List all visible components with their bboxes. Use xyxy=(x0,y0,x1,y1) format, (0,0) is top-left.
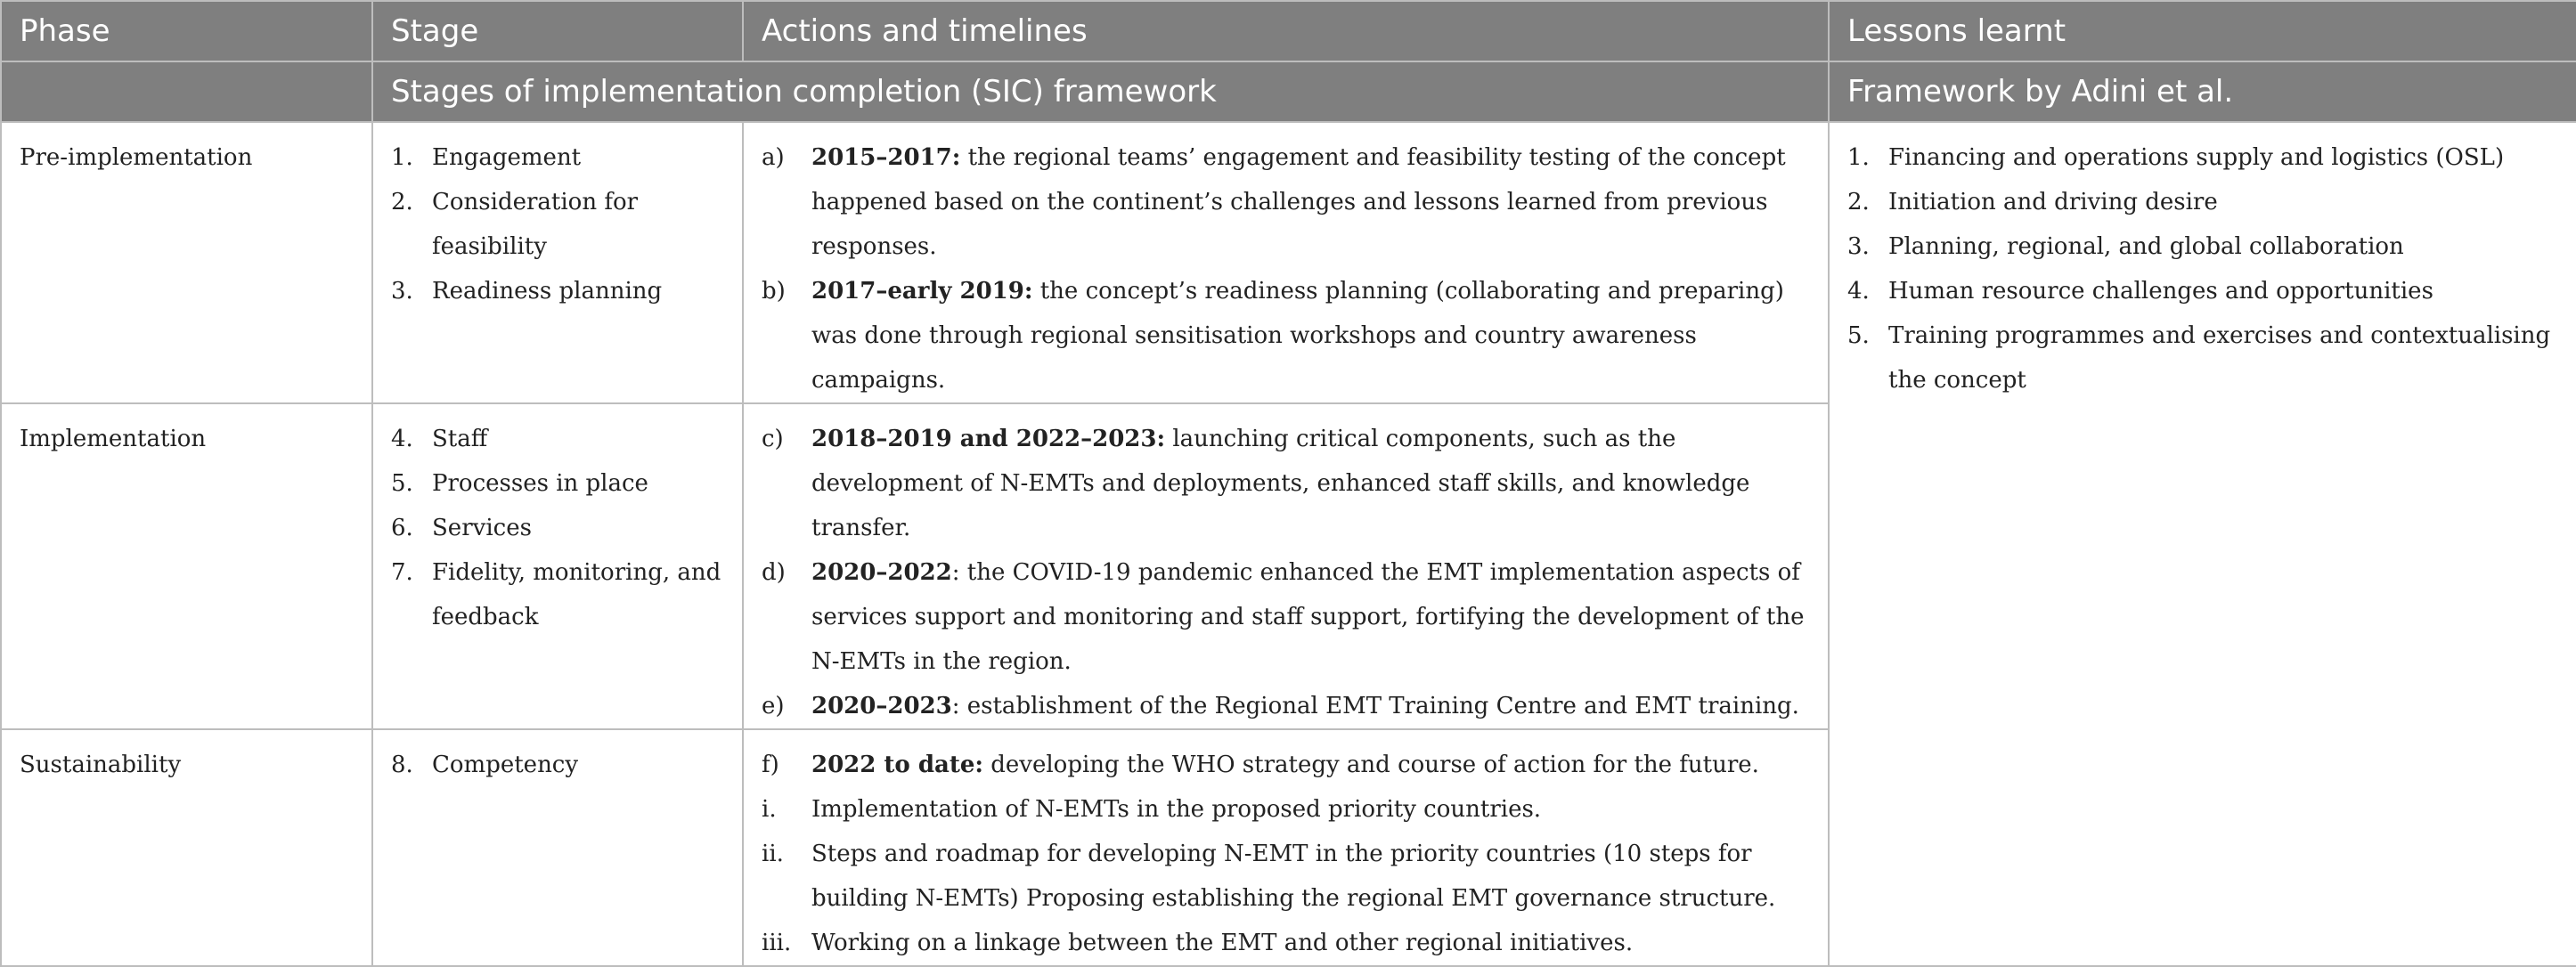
action-description: : the COVID-19 pandemic enhanced the EMT implementation aspects of services support and monitoring and staff support, fortifying the development of the N-EMTs in the region. xyxy=(811,559,1805,675)
list-marker: 1. xyxy=(391,144,413,171)
list-marker: 4. xyxy=(391,426,413,452)
stage-text: Processes in place xyxy=(432,470,648,497)
stage-cell xyxy=(372,729,743,966)
action-description: launching critical components, such as the development of N-EMTs and deployments, enhanced staff skills, and knowledge transfer. xyxy=(811,426,1750,541)
list-item xyxy=(391,135,724,180)
list-marker: 8. xyxy=(391,752,413,778)
lesson-text: Planning, regional, and global collaboration xyxy=(1888,233,2404,260)
timeline-label: 2020–2023 xyxy=(811,693,952,719)
lesson-text: Initiation and driving desire xyxy=(1888,189,2218,215)
list-item xyxy=(391,550,724,639)
list-marker: 2. xyxy=(391,189,413,215)
list-item xyxy=(391,180,724,269)
list-marker: 5. xyxy=(391,470,413,497)
action-description: developing the WHO strategy and course of action for the future. xyxy=(983,752,1759,778)
phase-cell: Implementation xyxy=(1,403,372,729)
timeline-label: 2015–2017: xyxy=(811,144,961,171)
action-description: the regional teams’ engagement and feasibility testing of the concept happened based on the continent’s challenges and lessons learned from previous responses. xyxy=(811,144,1786,260)
timeline-label: 2022 to date: xyxy=(811,752,983,778)
stage-text: Consideration for feasibility xyxy=(432,189,639,260)
timeline-label: 2020–2022 xyxy=(811,559,952,586)
list-marker: iii. xyxy=(762,930,792,956)
header-row-1 xyxy=(1,1,2576,61)
list-item xyxy=(762,787,1810,832)
phase-cell: Sustainability xyxy=(1,729,372,966)
list-item xyxy=(1847,313,2558,402)
lesson-text: Human resource challenges and opportunities xyxy=(1888,278,2433,305)
list-item xyxy=(1847,224,2558,269)
lessons-cell xyxy=(1829,122,2576,966)
list-item xyxy=(762,550,1810,684)
timeline-label: 2017–early 2019: xyxy=(811,278,1033,305)
list-marker: a) xyxy=(762,144,785,171)
list-item xyxy=(391,506,724,550)
list-item xyxy=(391,743,724,787)
actions-cell xyxy=(743,403,1829,729)
list-item xyxy=(391,417,724,461)
stage-text: Competency xyxy=(432,752,579,778)
header-adini-framework: Framework by Adini et al. xyxy=(1829,61,2576,122)
timeline-label: 2018–2019 and 2022–2023: xyxy=(811,426,1166,452)
list-item xyxy=(762,684,1810,728)
list-item xyxy=(762,743,1810,787)
list-marker: e) xyxy=(762,693,785,719)
action-text xyxy=(811,417,1810,550)
action-description: the concept’s readiness planning (collaborating and preparing) was done through regional sensitisation workshops and country awareness campaigns. xyxy=(811,278,1784,394)
list-marker: c) xyxy=(762,426,784,452)
header-blank xyxy=(1,61,372,122)
list-marker: i. xyxy=(762,796,777,823)
header-sic-framework: Stages of implementation completion (SIC) framework xyxy=(372,61,1829,122)
action-description: Steps and roadmap for developing N-EMT in the priority countries (10 steps for building N-EMTs) Proposing establishing the regional EMT governance structure. xyxy=(811,841,1776,912)
actions-cell xyxy=(743,729,1829,966)
list-item xyxy=(762,832,1810,921)
list-marker: f) xyxy=(762,752,779,778)
list-marker: 7. xyxy=(391,559,413,586)
action-text xyxy=(811,684,1810,728)
action-description: Implementation of N-EMTs in the proposed priority countries. xyxy=(811,796,1542,823)
list-marker: 3. xyxy=(1847,233,1870,260)
action-description: Working on a linkage between the EMT and other regional initiatives. xyxy=(811,930,1634,956)
list-marker: 2. xyxy=(1847,189,1870,215)
header-lessons: Lessons learnt xyxy=(1829,1,2576,61)
lesson-text: Training programmes and exercises and contextualising the concept xyxy=(1888,322,2551,394)
action-text xyxy=(811,269,1810,402)
stage-cell xyxy=(372,403,743,729)
list-marker: d) xyxy=(762,559,786,586)
action-description: : establishment of the Regional EMT Training Centre and EMT training. xyxy=(951,693,1799,719)
action-text xyxy=(811,743,1810,787)
actions-cell xyxy=(743,122,1829,403)
stage-text: Readiness planning xyxy=(432,278,663,305)
list-item xyxy=(391,269,724,313)
stage-text: Services xyxy=(432,515,532,541)
list-marker: 1. xyxy=(1847,144,1870,171)
stage-text: Engagement xyxy=(432,144,582,171)
action-text xyxy=(811,550,1810,684)
list-item xyxy=(762,135,1810,269)
list-item xyxy=(1847,180,2558,224)
phase-cell: Pre-implementation xyxy=(1,122,372,403)
action-text xyxy=(811,832,1810,921)
stage-text: Fidelity, monitoring, and feedback xyxy=(432,559,721,630)
list-marker: 5. xyxy=(1847,322,1870,349)
list-item xyxy=(762,921,1810,965)
lesson-text: Financing and operations supply and logistics (OSL) xyxy=(1888,144,2505,171)
header-actions: Actions and timelines xyxy=(743,1,1829,61)
action-text xyxy=(811,135,1810,269)
table-row xyxy=(1,122,2576,403)
list-item xyxy=(1847,135,2558,180)
stage-text: Staff xyxy=(432,426,488,452)
list-item xyxy=(1847,269,2558,313)
action-text xyxy=(811,787,1810,832)
list-marker: 3. xyxy=(391,278,413,305)
list-item xyxy=(762,269,1810,402)
header-row-2 xyxy=(1,61,2576,122)
list-item xyxy=(762,417,1810,550)
stage-cell xyxy=(372,122,743,403)
header-phase: Phase xyxy=(1,1,372,61)
action-text xyxy=(811,921,1810,965)
list-marker: 4. xyxy=(1847,278,1870,305)
list-marker: 6. xyxy=(391,515,413,541)
list-item xyxy=(391,461,724,506)
header-stage: Stage xyxy=(372,1,743,61)
list-marker: b) xyxy=(762,278,786,305)
list-marker: ii. xyxy=(762,841,784,867)
